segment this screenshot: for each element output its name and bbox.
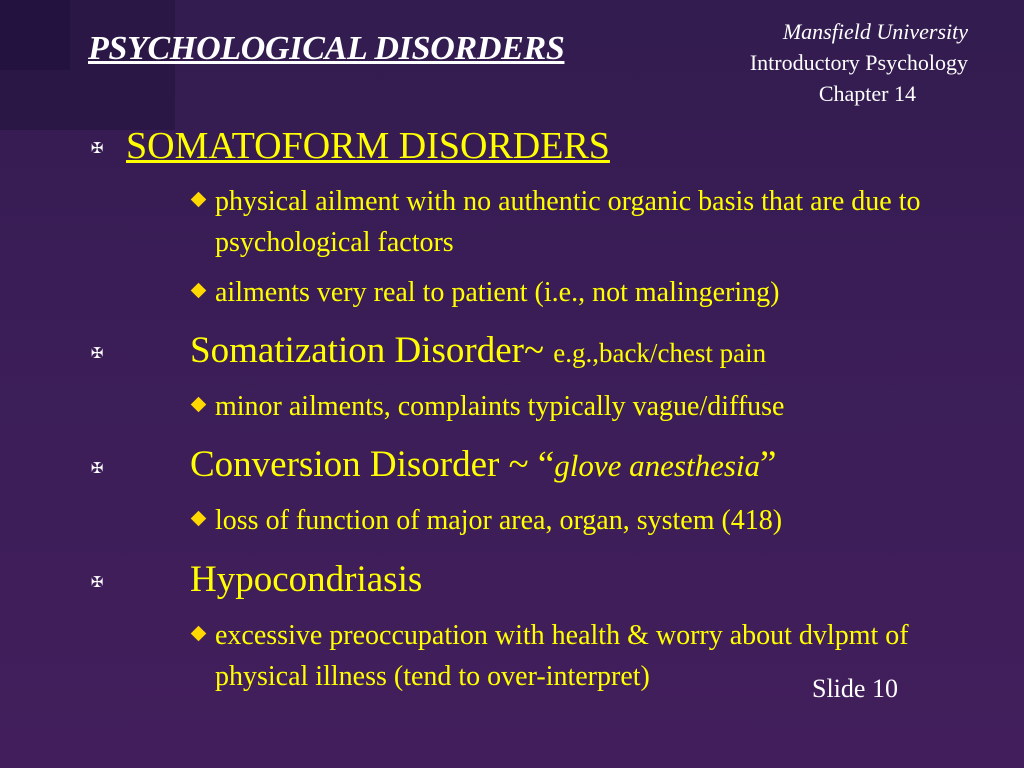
diamond-icon <box>191 283 207 299</box>
diamond-icon <box>191 192 207 208</box>
course-name: Introductory Psychology <box>749 50 968 75</box>
header-credits <box>668 16 968 109</box>
list-item: loss of function of major area, organ, system (418) <box>215 500 945 541</box>
decorative-block-corner <box>0 0 70 70</box>
slide-number: Slide 10 <box>812 674 898 703</box>
maltese-cross-icon: ✠ <box>90 573 104 591</box>
section-heading: SOMATOFORM DISORDERS <box>126 125 610 167</box>
list-item: ailments very real to patient (i.e., not malingering) <box>215 272 945 313</box>
university-name: Mansfield University <box>782 19 968 44</box>
diamond-icon <box>191 397 207 413</box>
maltese-cross-icon: ✠ <box>90 344 104 362</box>
list-item: minor ailments, complaints typically vague/diffuse <box>215 386 945 427</box>
list-item: excessive preoccupation with health & worry about dvlpmt of physical illness (tend to over-interpret) <box>215 615 945 697</box>
disorder-heading: Conversion Disorder ~ “glove anesthesia” <box>190 444 777 485</box>
maltese-cross-icon: ✠ <box>90 139 104 157</box>
maltese-cross-icon: ✠ <box>90 459 104 477</box>
diamond-icon <box>191 511 207 527</box>
list-item: physical ailment with no authentic organic basis that are due to psychological factors <box>215 181 945 263</box>
slide-title: PSYCHOLOGICAL DISORDERS <box>88 30 565 67</box>
disorder-heading: Hypocondriasis <box>190 559 423 600</box>
diamond-icon <box>191 626 207 642</box>
chapter-label: Chapter 14 <box>818 81 916 106</box>
disorder-heading: Somatization Disorder~ e.g.,back/chest pain <box>190 330 767 371</box>
